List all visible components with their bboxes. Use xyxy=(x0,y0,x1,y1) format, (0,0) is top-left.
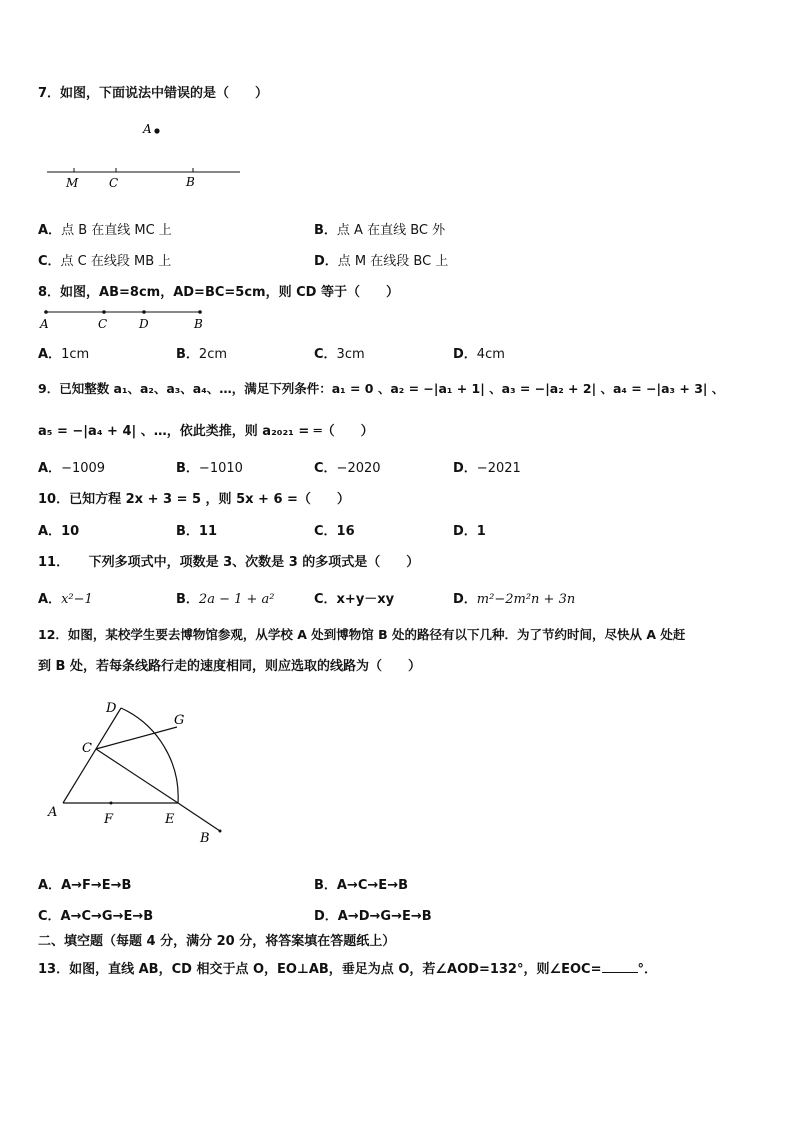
q10-option-a-text: 10 xyxy=(61,524,80,539)
q8-option-d-text: 4cm xyxy=(476,347,505,362)
q12-point-b xyxy=(219,830,222,833)
q12-option-a-text: A→F→E→B xyxy=(61,878,132,893)
q10-option-c xyxy=(314,520,355,539)
q11-option-b-letter: B． xyxy=(176,592,199,607)
q7-option-d xyxy=(314,250,448,269)
q8-option-d-letter: D． xyxy=(453,347,477,362)
q7-option-c-text: 点 C 在线段 MB 上 xyxy=(60,254,172,269)
q10-option-b-text: 11 xyxy=(198,524,218,539)
q8-point-b xyxy=(198,310,202,314)
q8-figure xyxy=(38,305,218,335)
q10-option-c-letter: C． xyxy=(314,524,337,539)
q7-stem: 7．如图，下面说法中错误的是（ ） xyxy=(38,86,269,101)
q7-label-b: B xyxy=(186,175,195,189)
q10-option-c-text: 16 xyxy=(336,524,355,539)
q8-option-b-letter: B． xyxy=(176,347,199,362)
q7-figure xyxy=(40,115,250,195)
q8-option-a-letter: A． xyxy=(38,347,62,362)
q11-option-b xyxy=(176,588,275,607)
q8-option-a xyxy=(38,343,89,362)
q12-arc-de xyxy=(121,708,178,803)
q11-option-d xyxy=(453,588,575,607)
q12-segment-cg xyxy=(96,727,177,749)
q12-label-f: F xyxy=(104,812,114,827)
q8-label-b: B xyxy=(194,317,203,331)
q7-option-c-letter: C． xyxy=(38,254,61,269)
q10-option-a-letter: A． xyxy=(38,524,62,539)
q8-option-c-letter: C． xyxy=(314,347,337,362)
q11-stem: 11． 下列多项式中，项数是 3、次数是 3 的多项式是（ ） xyxy=(38,555,420,570)
q9-option-d-letter: D． xyxy=(453,461,477,476)
q13-stem-before: 13．如图，直线 AB，CD 相交于点 O，EO⊥AB，垂足为点 O，若∠AOD=132°，则∠EOC= xyxy=(38,962,602,977)
q9-option-a xyxy=(38,457,105,476)
q8-option-c xyxy=(314,343,365,362)
q7-label-a: A xyxy=(143,122,152,136)
q7-option-b-letter: B． xyxy=(314,223,337,238)
q12-label-b: B xyxy=(200,831,210,846)
q9-option-b-text: −1010 xyxy=(198,461,243,476)
q12-segment-ce xyxy=(96,749,178,803)
q12-option-c-letter: C． xyxy=(38,909,61,924)
q13-answer-blank[interactable] xyxy=(602,960,638,973)
q10-option-b xyxy=(176,520,217,539)
q12-option-b-text: A→C→E→B xyxy=(336,878,408,893)
q8-option-b-text: 2cm xyxy=(198,347,228,362)
q9-option-a-letter: A． xyxy=(38,461,62,476)
q10-option-d-text: 1 xyxy=(476,524,486,539)
q8-label-a: A xyxy=(40,317,49,331)
q8-point-d xyxy=(142,310,146,314)
q9-option-b xyxy=(176,457,243,476)
q11-option-c-letter: C． xyxy=(314,592,337,607)
q8-option-d xyxy=(453,343,505,362)
q7-option-d-letter: D． xyxy=(314,254,338,269)
q12-option-c-text: A→C→G→E→B xyxy=(60,909,154,924)
q7-option-a xyxy=(38,219,172,238)
q12-option-b xyxy=(314,874,408,893)
q7-label-c: C xyxy=(109,176,119,190)
q9-option-a-text: −1009 xyxy=(61,461,106,476)
q12-label-a: A xyxy=(48,805,58,820)
q9-option-c-letter: C． xyxy=(314,461,337,476)
q11-option-d-letter: D． xyxy=(453,592,477,607)
q7-option-b xyxy=(314,219,445,238)
q12-segment-eb xyxy=(178,803,220,831)
q8-point-a xyxy=(44,310,48,314)
q13-stem-after: °． xyxy=(637,962,658,977)
q7-option-b-text: 点 A 在直线 BC 外 xyxy=(336,223,446,238)
q12-option-c xyxy=(38,905,153,924)
q9-option-c-text: −2020 xyxy=(336,461,381,476)
q11-option-b-text: 2a − 1 + a² xyxy=(198,592,275,607)
q10-option-a xyxy=(38,520,79,539)
q12-option-d-letter: D． xyxy=(314,909,338,924)
q11-option-a xyxy=(38,588,93,607)
q12-label-c: C xyxy=(82,741,92,756)
q10-option-b-letter: B． xyxy=(176,524,199,539)
q7-label-m: M xyxy=(66,176,79,190)
q7-option-a-text: 点 B 在直线 MC 上 xyxy=(61,223,172,238)
q13-stem xyxy=(38,958,657,977)
q12-stem-line1: 12．如图，某校学生要去博物馆参观，从学校 A 处到博物馆 B 处的路径有以下几种．为了节约时间，尽快从 A 处赶 xyxy=(38,627,686,642)
q10-option-d xyxy=(453,520,486,539)
q12-option-d-text: A→D→G→E→B xyxy=(337,909,432,924)
q8-option-a-text: 1cm xyxy=(61,347,90,362)
q8-stem: 8．如图，AB=8cm，AD=BC=5cm，则 CD 等于（ ） xyxy=(38,285,399,300)
q9-stem-line1: 9．已知整数 a₁、a₂、a₃、a₄、…，满足下列条件：a₁ = 0 、a₂ = −|a₁ + 1| 、a₃ = −|a₂ + 2| 、a₄ = −|a₃ + 3| 、 xyxy=(38,381,725,396)
q12-option-d xyxy=(314,905,432,924)
q12-segment-ad xyxy=(63,708,121,803)
q11-option-a-text: x²−1 xyxy=(61,592,93,607)
q12-label-e: E xyxy=(165,812,175,827)
q7-point-a xyxy=(154,128,159,133)
q12-option-b-letter: B． xyxy=(314,878,337,893)
q12-option-a xyxy=(38,874,131,893)
q12-option-a-letter: A． xyxy=(38,878,62,893)
q12-label-g: G xyxy=(174,713,185,728)
q8-option-b xyxy=(176,343,227,362)
section2-title: 二、填空题（每题 4 分，满分 20 分，将答案填在答题纸上） xyxy=(38,934,396,949)
q10-option-d-letter: D． xyxy=(453,524,477,539)
q12-figure xyxy=(40,690,240,855)
q9-option-d-text: −2021 xyxy=(476,461,521,476)
q9-option-b-letter: B． xyxy=(176,461,199,476)
q12-stem-line2: 到 B 处，若每条线路行走的速度相同，则应选取的线路为（ ） xyxy=(38,659,421,674)
q7-option-a-letter: A． xyxy=(38,223,62,238)
q11-option-c-text: x+y－xy xyxy=(336,592,395,607)
q9-option-d xyxy=(453,457,521,476)
q9-stem-line2: a₅ = −|a₄ + 4| 、…，依此类推，则 a₂₀₂₁ = ═（ ） xyxy=(38,424,374,439)
q12-point-f xyxy=(110,802,113,805)
q10-stem: 10．已知方程 2x + 3 = 5 ，则 5x + 6 =（ ） xyxy=(38,492,350,507)
q8-point-c xyxy=(102,310,106,314)
q11-option-c xyxy=(314,588,394,607)
q7-option-c xyxy=(38,250,171,269)
q7-option-d-text: 点 M 在线段 BC 上 xyxy=(337,254,449,269)
q8-label-c: C xyxy=(98,317,108,331)
q11-option-a-letter: A． xyxy=(38,592,62,607)
q11-option-d-text: m²−2m²n + 3n xyxy=(476,592,576,607)
q8-option-c-text: 3cm xyxy=(336,347,365,362)
q12-label-d: D xyxy=(106,701,117,716)
q9-option-c xyxy=(314,457,381,476)
q8-label-d: D xyxy=(139,317,149,331)
